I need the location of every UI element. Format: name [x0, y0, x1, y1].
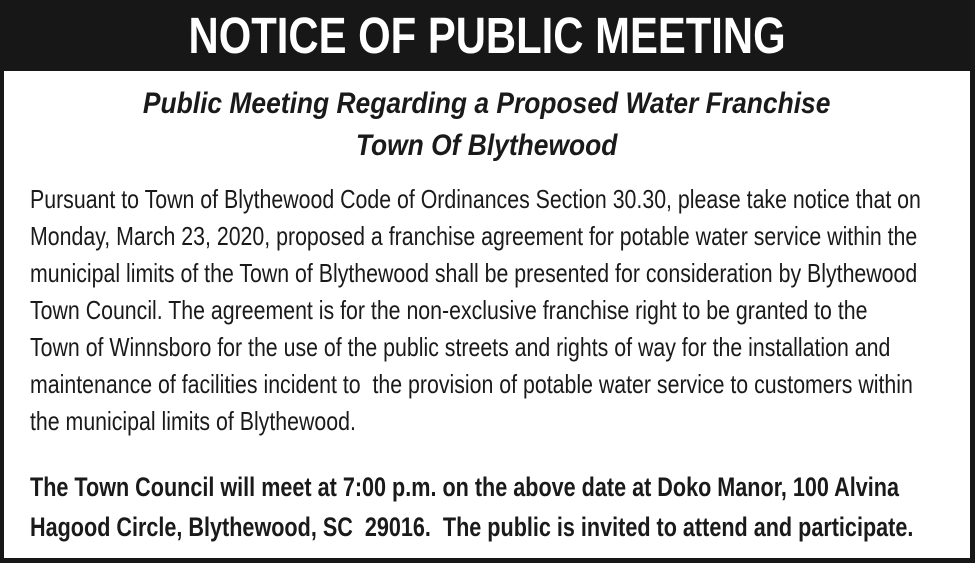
notice-subtitle — [30, 83, 944, 167]
notice-header-banner — [0, 0, 975, 71]
notice-title: NOTICE OF PUBLIC MEETING — [188, 7, 787, 64]
subtitle-line-2: Town Of Blythewood — [356, 129, 618, 162]
paragraph-line: Town of Winnsboro for the use of the public streets and rights of way for the installation and — [30, 332, 891, 362]
paragraph-line: the municipal limits of Blythewood. — [30, 406, 356, 436]
subtitle-line-1: Public Meeting Regarding a Proposed Water Franchise — [143, 87, 831, 120]
paragraph-line: Pursuant to Town of Blythewood Code of Ordinances Section 30.30, please take notice that on — [30, 184, 921, 214]
paragraph-line: Town Council. The agreement is for the non-exclusive franchise right to be granted to the — [30, 295, 868, 325]
paragraph-line: The Town Council will meet at 7:00 p.m. on the above date at Doko Manor, 100 Alvina — [30, 472, 899, 502]
paragraph-line: Hagood Circle, Blythewood, SC 29016. The public is invited to attend and participate. — [30, 512, 914, 542]
notice-meeting-details-paragraph — [30, 467, 944, 547]
notice-main-paragraph — [30, 181, 944, 440]
notice-body-box — [0, 71, 975, 563]
paragraph-line: municipal limits of the Town of Blythewood shall be presented for consideration by Blythewood — [30, 258, 918, 288]
paragraph-line: maintenance of facilities incident to the provision of potable water service to customers within — [30, 369, 913, 399]
paragraph-line: Monday, March 23, 2020, proposed a franchise agreement for potable water service within the — [30, 221, 918, 251]
